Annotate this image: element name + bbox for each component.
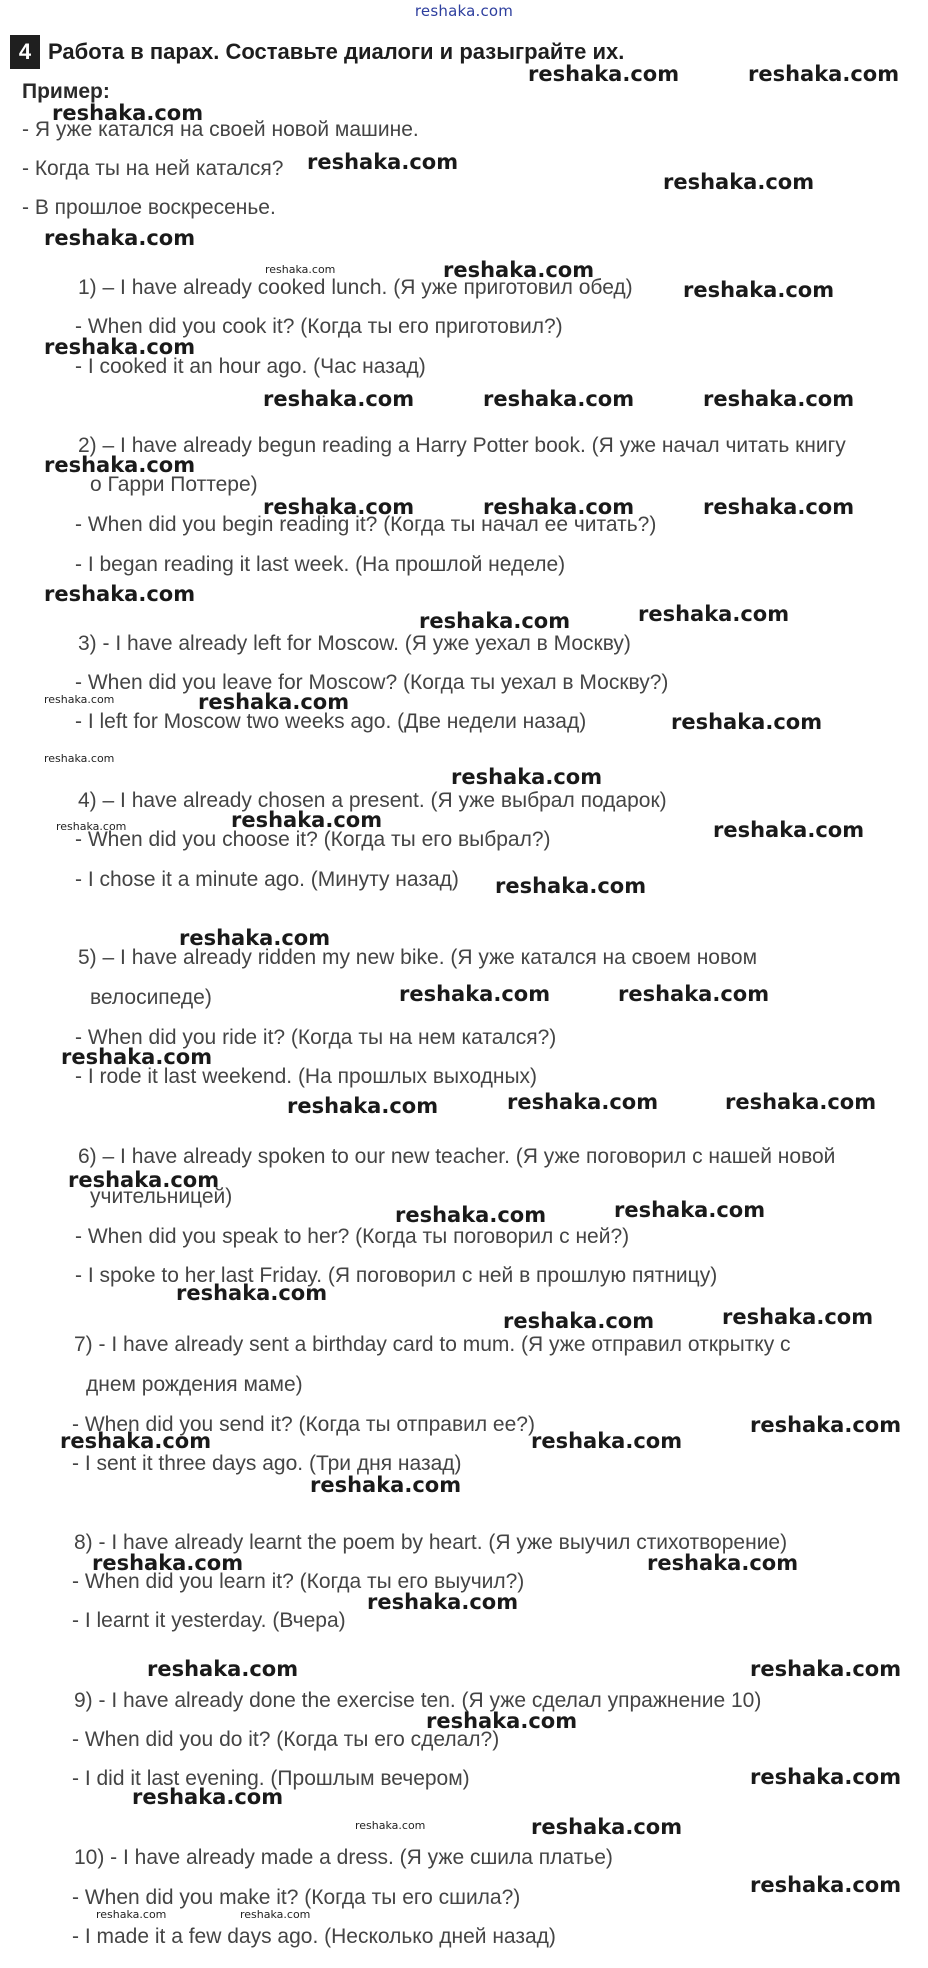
example-label: Пример: bbox=[22, 80, 110, 103]
watermark: reshaka.com bbox=[355, 1819, 426, 1832]
dialogue-line: - I made it a few days ago. (Несколько дней назад) bbox=[72, 1925, 556, 1948]
dialogue-line: - I chose it a minute ago. (Минуту назад) bbox=[75, 868, 459, 891]
dialogue-line: 4) – I have already chosen a present. (Я уже выбрал подарок) bbox=[78, 789, 667, 812]
watermark: reshaka.com bbox=[443, 258, 595, 282]
dialogue-line: - I did it last evening. (Прошлым вечером) bbox=[72, 1767, 470, 1790]
watermark: reshaka.com bbox=[132, 1785, 284, 1809]
watermark: reshaka.com bbox=[231, 808, 383, 832]
dialogue-line: - When did you begin reading it? (Когда ты начал ее читать?) bbox=[75, 513, 657, 536]
watermark: reshaka.com bbox=[92, 1551, 244, 1575]
watermark: reshaka.com bbox=[44, 335, 196, 359]
dialogue-line: - When did you do it? (Когда ты его сделал?) bbox=[72, 1728, 500, 1751]
watermark: reshaka.com bbox=[503, 1309, 655, 1333]
dialogue-line: о Гарри Поттере) bbox=[90, 473, 258, 496]
dialogue-line: - I left for Moscow two weeks ago. (Две недели назад) bbox=[75, 710, 587, 733]
watermark: reshaka.com bbox=[483, 387, 635, 411]
watermark: reshaka.com bbox=[52, 101, 204, 125]
dialogue-line: - When did you learn it? (Когда ты его выучил?) bbox=[72, 1570, 525, 1593]
watermark: reshaka.com bbox=[703, 387, 855, 411]
watermark: reshaka.com bbox=[68, 1168, 220, 1192]
site-header-link[interactable]: reshaka.com bbox=[414, 2, 514, 20]
dialogue-line: 10) - I have already made a dress. (Я уже сшила платье) bbox=[74, 1846, 613, 1869]
watermark: reshaka.com bbox=[287, 1094, 439, 1118]
watermark: reshaka.com bbox=[507, 1090, 659, 1114]
watermark: reshaka.com bbox=[750, 1765, 902, 1789]
dialogue-line: - When did you cook it? (Когда ты его приготовил?) bbox=[75, 315, 563, 338]
watermark: reshaka.com bbox=[61, 1045, 213, 1069]
watermark: reshaka.com bbox=[713, 818, 865, 842]
watermark: reshaka.com bbox=[265, 263, 336, 276]
watermark: reshaka.com bbox=[722, 1305, 874, 1329]
watermark: reshaka.com bbox=[725, 1090, 877, 1114]
watermark: reshaka.com bbox=[614, 1198, 766, 1222]
dialogue-line: - When did you leave for Moscow? (Когда ты уехал в Москву?) bbox=[75, 671, 669, 694]
watermark: reshaka.com bbox=[647, 1551, 799, 1575]
dialogue-line: 7) - I have already sent a birthday card to mum. (Я уже отправил открытку с bbox=[74, 1333, 791, 1356]
watermark: reshaka.com bbox=[60, 1429, 212, 1453]
watermark: reshaka.com bbox=[671, 710, 823, 734]
watermark: reshaka.com bbox=[531, 1429, 683, 1453]
dialogue-line: 5) – I have already ridden my new bike. (Я уже катался на своем новом bbox=[78, 946, 758, 969]
dialogue-line: - When did you send it? (Когда ты отправил ее?) bbox=[72, 1413, 535, 1436]
dialogue-line: - I sent it three days ago. (Три дня назад) bbox=[72, 1452, 462, 1475]
dialogue-line: 2) – I have already begun reading a Harry Potter book. (Я уже начал читать книгу bbox=[78, 434, 846, 457]
watermark: reshaka.com bbox=[531, 1815, 683, 1839]
watermark: reshaka.com bbox=[618, 982, 770, 1006]
example-line: - Я уже катался на своей новой машине. bbox=[22, 118, 419, 141]
dialogue-line: - I cooked it an hour ago. (Час назад) bbox=[75, 355, 426, 378]
watermark: reshaka.com bbox=[44, 453, 196, 477]
dialogue-line: велосипеде) bbox=[90, 986, 212, 1009]
watermark: reshaka.com bbox=[683, 278, 835, 302]
watermark: reshaka.com bbox=[240, 1908, 311, 1921]
example-line: - В прошлое воскресенье. bbox=[22, 196, 276, 219]
watermark: reshaka.com bbox=[528, 62, 680, 86]
watermark: reshaka.com bbox=[198, 690, 350, 714]
task-title: Работа в парах. Составьте диалоги и разыграйте их. bbox=[48, 39, 625, 64]
watermark: reshaka.com bbox=[307, 150, 459, 174]
watermark: reshaka.com bbox=[750, 1657, 902, 1681]
watermark: reshaka.com bbox=[399, 982, 551, 1006]
watermark: reshaka.com bbox=[96, 1908, 167, 1921]
watermark: reshaka.com bbox=[147, 1657, 299, 1681]
watermark: reshaka.com bbox=[44, 582, 196, 606]
dialogue-line: 3) - I have already left for Moscow. (Я уже уехал в Москву) bbox=[78, 632, 631, 655]
watermark: reshaka.com bbox=[310, 1473, 462, 1497]
watermark: reshaka.com bbox=[750, 1873, 902, 1897]
watermark: reshaka.com bbox=[750, 1413, 902, 1437]
watermark: reshaka.com bbox=[638, 602, 790, 626]
dialogue-line: - When did you make it? (Когда ты его сшила?) bbox=[72, 1886, 521, 1909]
dialogue-line: днем рождения маме) bbox=[86, 1373, 303, 1396]
example-line: - Когда ты на ней катался? bbox=[22, 157, 284, 180]
watermark: reshaka.com bbox=[179, 926, 331, 950]
watermark: reshaka.com bbox=[367, 1590, 519, 1614]
watermark: reshaka.com bbox=[426, 1709, 578, 1733]
dialogue-line: - I spoke to her last Friday. (Я поговорил с ней в прошлую пятницу) bbox=[75, 1264, 718, 1287]
dialogue-line: - I rode it last weekend. (На прошлых выходных) bbox=[75, 1065, 538, 1088]
watermark: reshaka.com bbox=[176, 1281, 328, 1305]
watermark: reshaka.com bbox=[495, 874, 647, 898]
watermark: reshaka.com bbox=[44, 226, 196, 250]
dialogue-line: 6) – I have already spoken to our new teacher. (Я уже поговорил с нашей новой bbox=[78, 1145, 836, 1168]
watermark: reshaka.com bbox=[263, 495, 415, 519]
watermark: reshaka.com bbox=[451, 765, 603, 789]
dialogue-line: 8) - I have already learnt the poem by heart. (Я уже выучил стихотворение) bbox=[74, 1531, 788, 1554]
watermark: reshaka.com bbox=[483, 495, 635, 519]
dialogue-line: - When did you speak to her? (Когда ты поговорил с ней?) bbox=[75, 1225, 630, 1248]
watermark: reshaka.com bbox=[395, 1203, 547, 1227]
watermark: reshaka.com bbox=[56, 820, 127, 833]
watermark: reshaka.com bbox=[703, 495, 855, 519]
dialogue-line: учительницей) bbox=[90, 1185, 233, 1208]
dialogue-line: - When did you ride it? (Когда ты на нем катался?) bbox=[75, 1026, 557, 1049]
dialogue-line: - I began reading it last week. (На прошлой неделе) bbox=[75, 553, 566, 576]
dialogue-line: 1) – I have already cooked lunch. (Я уже приготовил обед) bbox=[78, 276, 633, 299]
watermark: reshaka.com bbox=[44, 752, 115, 765]
watermark: reshaka.com bbox=[663, 170, 815, 194]
watermark: reshaka.com bbox=[419, 609, 571, 633]
task-number-badge: 4 bbox=[10, 35, 40, 69]
watermark: reshaka.com bbox=[263, 387, 415, 411]
dialogue-line: - When did you choose it? (Когда ты его выбрал?) bbox=[75, 828, 551, 851]
dialogue-line: - I learnt it yesterday. (Вчера) bbox=[72, 1609, 346, 1632]
watermark: reshaka.com bbox=[44, 693, 115, 706]
watermark: reshaka.com bbox=[748, 62, 900, 86]
dialogue-line: 9) - I have already done the exercise ten. (Я уже сделал упражнение 10) bbox=[74, 1689, 762, 1712]
